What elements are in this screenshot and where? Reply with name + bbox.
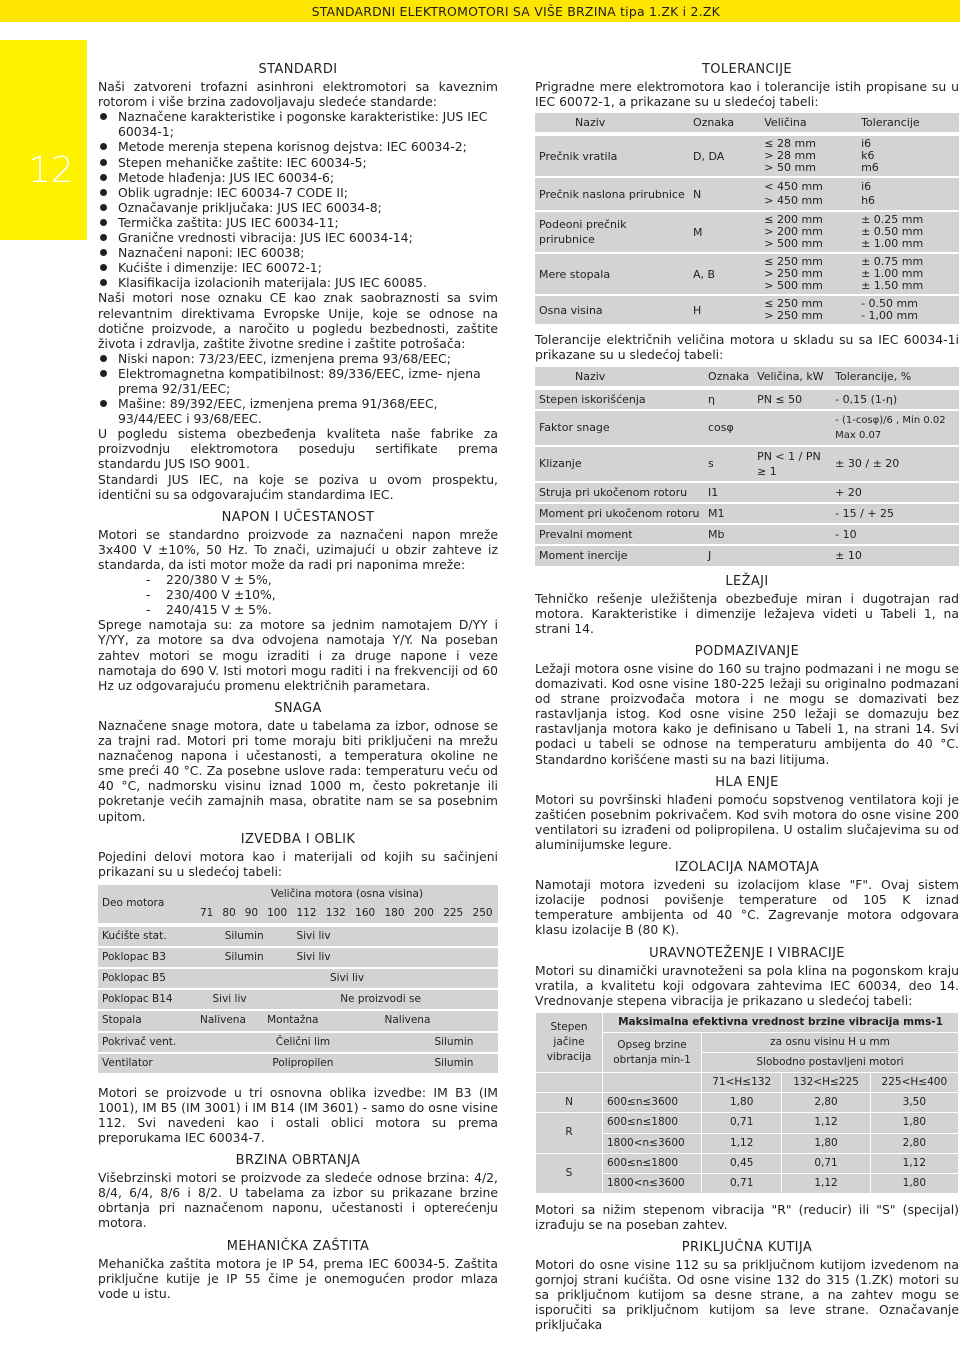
row-symbol: A, B bbox=[689, 253, 760, 295]
col-subheader: Slobodno postavljeni motori bbox=[702, 1053, 959, 1073]
row-name: Moment inercije bbox=[539, 549, 628, 563]
list-item: Kućište i dimenzije: IEC 60072-1; bbox=[98, 260, 498, 275]
row-name: Prevalni moment bbox=[535, 524, 704, 545]
size-value bbox=[753, 482, 831, 503]
size-cell: 80 bbox=[222, 906, 236, 919]
list-item: Granične vrednosti vibracija: JUS IEC 60034-14; bbox=[98, 230, 498, 245]
list-item: Metode merenja stepena korisnog dejstva: IEC 60034-2; bbox=[98, 139, 498, 154]
range: 1800<n≤3600 bbox=[603, 1133, 702, 1153]
lezaji-text: Tehničko rešenje uležištenja obezbeđuje miran i dugotrajan rad motora. Karakteristike i dimenzije ležajeva videti u Tabeli 1, na strani 14. bbox=[535, 590, 959, 636]
row-symbol: η bbox=[704, 390, 753, 410]
list-item: Termička zaštita: JUS IEC 60034-11; bbox=[98, 215, 498, 230]
table-row bbox=[535, 177, 959, 211]
row-symbol: D, DA bbox=[689, 136, 760, 177]
tol-value: h6 bbox=[861, 194, 876, 208]
row-name: Stepen iskorišćenja bbox=[535, 390, 704, 410]
value-cell: 2,80 bbox=[782, 1093, 870, 1113]
col-header: Stepen jačine vibracija bbox=[536, 1012, 603, 1072]
tolerancije-text: Prigradne mere elektromotora kao i tolerancije istih propisane su u IEC 60072-1, a prikazane su u sledećoj tabeli: bbox=[535, 79, 959, 110]
tol-value: + 20 bbox=[831, 482, 959, 503]
part-name: Kućište stat. bbox=[98, 927, 196, 947]
material-cell: Silumin bbox=[410, 1053, 498, 1074]
value-cell: 1,80 bbox=[870, 1173, 958, 1193]
list-item: Naznačene karakteristike i pogonske karakteristike: JUS IEC 60034-1; bbox=[98, 109, 498, 139]
page-header-band bbox=[0, 0, 960, 22]
section-title-napon: NAPON I UČESTANOST bbox=[221, 509, 375, 525]
row-name: Mere stopala bbox=[535, 253, 689, 295]
col-subheader: za osnu visinu H u mm bbox=[702, 1033, 959, 1053]
size-value: > 28 mm bbox=[764, 149, 816, 163]
mehanicka-text: Mehanička zaštita motora je IP 54, prema IEC 60034-5. Zaštita priključne kutije je IP 55 čime je onemogućen prodor mlaza vode u istu. bbox=[98, 1255, 498, 1301]
section-title-hladjenje: HLA ENJE bbox=[715, 774, 779, 790]
value-cell: 1,12 bbox=[702, 1133, 782, 1153]
height-header: 225<H≤400 bbox=[870, 1073, 958, 1093]
value-cell: 0,71 bbox=[782, 1153, 870, 1173]
size-value: ≤ 200 mm bbox=[764, 213, 823, 227]
ce-list bbox=[98, 351, 498, 426]
tolerancije-text-2: Tolerancije električnih veličina motora u skladu su sa IEC 60034-1i prikazane su u sledećoj tabeli: bbox=[535, 332, 959, 363]
voltage-list bbox=[98, 572, 498, 617]
table-row bbox=[535, 390, 959, 410]
tolerance-table-electrical bbox=[535, 367, 959, 566]
material-cell: Sivi liv bbox=[292, 927, 498, 947]
ce-text: Naši motori nose oznaku CE kao znak saobraznosti sa svim relevantnim direktivama Evropske Unije, koje se odnose na dotične proizvode, a naročito u pogledu bezbednosti, zaštite života i zdravlja, zaštite životne sredine i zaštite potrošača: bbox=[98, 290, 498, 351]
table-row bbox=[535, 136, 959, 177]
material-cell: Nalivena bbox=[381, 1010, 499, 1031]
value-cell: 1,12 bbox=[782, 1173, 870, 1193]
material-cell: Sivi liv bbox=[196, 968, 498, 989]
material-cell: Polipropilen bbox=[196, 1053, 410, 1074]
size-value: > 250 mm bbox=[764, 309, 823, 323]
row-symbol: N bbox=[689, 177, 760, 211]
tol-value: ± 0.50 mm bbox=[861, 225, 924, 239]
part-name: Stopala bbox=[98, 1010, 196, 1031]
table-row bbox=[536, 1113, 959, 1133]
grade: S bbox=[536, 1153, 603, 1193]
standardi-list bbox=[98, 109, 498, 290]
tol-value: - 1,00 mm bbox=[861, 309, 918, 323]
tolerance-table-mech bbox=[535, 113, 959, 324]
height-header: 132<H≤225 bbox=[782, 1073, 870, 1093]
size-value: > 200 mm bbox=[764, 225, 823, 239]
value-cell: 1,80 bbox=[870, 1113, 958, 1133]
size-value: ≤ 250 mm bbox=[764, 297, 823, 311]
tol-value: ± 1.00 mm bbox=[861, 237, 924, 251]
table-row bbox=[535, 410, 959, 446]
table-row bbox=[535, 446, 959, 482]
tol-value: ± 0.75 mm bbox=[861, 255, 924, 269]
row-name: Struja pri ukočenom rotoru bbox=[535, 482, 704, 503]
section-title-tolerancije: TOLERANCIJE bbox=[701, 62, 793, 77]
podmazivanje-text: Ležaji motora osne visine do 160 su trajno podmazani i ne mogu se domazivati. Kod osne visine 180-225 ležaji su originalno podmazani od strane proizvođača motora i ne mogu se domazivati bez rastavljanja istog. Kod osne visine 250 ležaji se domazuju bez rastavljanja motora kako je definisano u Tabeli 1, na strani 14. Svi podaci u tabeli se odnose na temperaturu ambijenta do 40 °C. Standardno korišćene masti su na bazi litijuma. bbox=[535, 660, 959, 767]
row-symbol: Mb bbox=[704, 524, 753, 545]
section-title-vibracije: URAVNOTEŽENJE I VIBRACIJE bbox=[649, 945, 845, 961]
tol-value: ± 30 / ± 20 bbox=[831, 446, 959, 482]
section-title-standardi: STANDARDI bbox=[258, 62, 338, 77]
material-cell: Sivi liv bbox=[196, 989, 263, 1010]
size-cell: 90 bbox=[244, 906, 259, 919]
section-title-lezaji: LEŽAJI bbox=[725, 573, 769, 589]
size-cell: 200 bbox=[413, 906, 434, 919]
list-item: Naznačeni naponi: IEC 60038; bbox=[98, 245, 498, 260]
material-cell: Nalivena bbox=[196, 1010, 263, 1031]
table-row bbox=[536, 1093, 959, 1113]
size-value bbox=[753, 503, 831, 524]
col-header: Oznaka bbox=[693, 116, 735, 130]
col-header: Veličina bbox=[764, 116, 807, 130]
value-cell: 0,71 bbox=[702, 1113, 782, 1133]
value-cell: 0,71 bbox=[702, 1173, 782, 1193]
row-symbol: J bbox=[708, 549, 712, 563]
iso-text: U pogledu sistema obezbeđenja kvaliteta naše fabrike za proizvodnju elektromotora poseduju sertifikate prema standardu JUS ISO 9001. bbox=[98, 426, 498, 472]
grade: N bbox=[536, 1093, 603, 1113]
size-value bbox=[753, 410, 831, 446]
snaga-text: Naznačene snage motora, date u tabelama za izbor, odnose se za trajni rad. Motori pri tome moraju biti priključeni na mrežu naznačenog napona i učestanosti, a temperatura okoline ne sme preći 40 °C. Za posebne uslove rada: temperaturu veću od 40 °C, nadmorsku visinu iznad 1000 m, često pokretanje ili pokretanje većih zamajnih masa, obratite nam se sa posebnim upitom. bbox=[98, 717, 498, 824]
list-item: Elektromagnetna kompatibilnost: 89/336/EEC, izme- njena prema 92/31/EEC; bbox=[98, 366, 498, 396]
col-header: Tolerancije bbox=[861, 116, 920, 130]
size-cell: 250 bbox=[472, 906, 493, 919]
part-name: Pokrivač vent. bbox=[98, 1032, 196, 1053]
section-title-podmazivanje: PODMAZIVANJE bbox=[694, 643, 800, 659]
material-cell: Montažna bbox=[263, 1010, 380, 1031]
tol-value: k6 bbox=[861, 149, 875, 163]
row-symbol: M bbox=[689, 211, 760, 253]
size-cell: 225 bbox=[443, 906, 464, 919]
size-value: > 500 mm bbox=[764, 237, 823, 251]
table-row bbox=[98, 927, 498, 947]
table-row bbox=[98, 1010, 498, 1031]
napon-text-2: Sprege namotaja su: za motore sa jednim namotajem D/YY i Y/YY, za motore sa dva odvojena namotaja Y/Y. Na poseban zahtev motori se mogu izraditi i za druge napone i veze namotaja do 690 V. Isti motori mogu raditi i na frekvenciji od 60 Hz uz odgovarajuću promenu električnih parametara. bbox=[98, 617, 498, 693]
material-cell: Silumin bbox=[410, 1032, 498, 1053]
col-header: Opseg brzine obrtanja min-1 bbox=[603, 1033, 702, 1073]
vibration-table bbox=[535, 1012, 959, 1194]
size-value bbox=[753, 524, 831, 545]
list-item: Klasifikacija izolacionih materijala: JUS IEC 60085. bbox=[98, 275, 498, 290]
list-item: Niski napon: 73/23/EEC, izmenjena prema 93/68/EEC; bbox=[98, 351, 498, 366]
table-row bbox=[535, 503, 959, 524]
hladjenje-text: Motori su površinski hlađeni pomoću sopstvenog ventilatora koji je zaštićen posebnim pokrivačem. Kod svih motora do osne visine 200 ventilatori su izrađeni od polipropilena. U ostalim slučajevima su od aluminijumske legure. bbox=[535, 791, 959, 852]
tol-value: - 10 bbox=[831, 524, 959, 545]
tol-value: i6 bbox=[861, 180, 872, 194]
size-cell: 160 bbox=[355, 906, 376, 919]
tol-value: i6 bbox=[861, 137, 872, 151]
table-row bbox=[535, 524, 959, 545]
row-symbol: M1 bbox=[704, 503, 753, 524]
row-symbol: cosφ bbox=[704, 410, 753, 446]
material-cell: Silumin bbox=[196, 927, 292, 947]
size-value: < 450 mm bbox=[764, 180, 823, 194]
vibracije-text: Motori su dinamički uravnoteženi sa pola klina na pogonskom kraju vratila, a kvalitetu koji odgovara zahtevima IEC 60034, deo 14. Vrednovanje stepena vibracija je prikazano u sledećoj tabeli: bbox=[535, 962, 959, 1008]
row-name: Prečnik vratila bbox=[535, 136, 689, 177]
size-cell: 100 bbox=[267, 906, 288, 919]
size-value: > 450 mm bbox=[764, 194, 823, 208]
row-name: Klizanje bbox=[535, 446, 704, 482]
list-item: Označavanje priključaka: JUS IEC 60034-8; bbox=[98, 200, 498, 215]
part-name: Poklopac B3 bbox=[98, 947, 196, 968]
list-item: Mašine: 89/392/EEC, izmenjena prema 91/368/EEC, 93/44/EEC i 93/68/EEC. bbox=[98, 396, 498, 426]
left-column bbox=[98, 62, 498, 1301]
section-title-snaga: SNAGA bbox=[274, 700, 322, 716]
row-symbol: H bbox=[693, 303, 702, 317]
col-header: Veličina, kW bbox=[757, 369, 824, 383]
izvedba-text-2: Motori se proizvode u tri osnovna oblika izvedbe: IM B3 (IM 1001), IM B5 (IM 3001) i IM B14 (IM 3601) - samo do osne visine 112. Svi navedeni kao i ostali oblici motora su prema preporukama IEC 60034-7. bbox=[98, 1084, 498, 1145]
range: 600≤n≤1800 bbox=[603, 1153, 702, 1173]
table-row bbox=[98, 947, 498, 968]
size-header: Veličina motora (osna visina) bbox=[270, 887, 424, 900]
value-cell: 1,12 bbox=[870, 1153, 958, 1173]
list-item: Stepen mehaničke zaštite: IEC 60034-5; bbox=[98, 155, 498, 170]
col-header: Naziv bbox=[575, 116, 606, 130]
list-item: Metode hlađenja: JUS IEC 60034-6; bbox=[98, 170, 498, 185]
col-header: Tolerancije, % bbox=[835, 369, 912, 383]
tol-value: ± 10 bbox=[835, 549, 862, 563]
row-name: Moment pri ukočenom rotoru bbox=[535, 503, 704, 524]
value-cell: 3,50 bbox=[870, 1093, 958, 1113]
table-row bbox=[98, 1053, 498, 1074]
page-header-title: STANDARDNI ELEKTROMOTORI SA VIŠE BRZINA tipa 1.ZK i 2.ZK bbox=[311, 4, 720, 19]
page-number-band bbox=[0, 40, 87, 240]
tol-value: - 15 / + 25 bbox=[831, 503, 959, 524]
table-row bbox=[98, 968, 498, 989]
list-item: - 240/415 V ± 5%. bbox=[98, 602, 498, 617]
row-symbol: I1 bbox=[704, 482, 753, 503]
tol-value: - 0.50 mm bbox=[861, 297, 918, 311]
value-cell: 1,12 bbox=[782, 1113, 870, 1133]
right-column bbox=[535, 62, 959, 1333]
range: 1800<n≤3600 bbox=[603, 1173, 702, 1193]
kutija-text: Motori do osne visine 112 su sa priključnom kutijom izvedenom na gornjoj strani kućišta. Od osne visine 132 do 315 (1.ZK) motori su sa priključnom kutijom sa desne strane, a na zahtev mogu se isporučiti sa priključnom kutijom sa leve strane. Označavanje priključaka bbox=[535, 1257, 959, 1333]
size-value: PN ≤ 50 bbox=[753, 390, 831, 410]
size-value: ≤ 28 mm bbox=[764, 137, 816, 151]
section-title-izolacija: IZOLACIJA NAMOTAJA bbox=[674, 860, 820, 876]
tol-value: m6 bbox=[861, 161, 879, 175]
size-value: > 250 mm bbox=[764, 267, 823, 281]
table-row bbox=[535, 253, 959, 295]
value-cell: 0,45 bbox=[702, 1153, 782, 1173]
parts-table bbox=[98, 885, 498, 1075]
grade: R bbox=[536, 1113, 603, 1153]
col-header: Oznaka bbox=[708, 369, 750, 383]
table-row bbox=[535, 211, 959, 253]
vibracije-text-2: Motori sa nižim stepenom vibracija "R" (reducir) ili "S" (specijal) izrađuju se na poseban zahtev. bbox=[535, 1201, 959, 1232]
row-name: Podeoni prečnik prirubnice bbox=[535, 211, 689, 253]
material-cell: Čelični lim bbox=[196, 1032, 410, 1053]
size-cell: 180 bbox=[384, 906, 405, 919]
standardi-intro: Naši zatvoreni trofazni asinhroni elektromotori sa kaveznim rotorom i više brzina zadovoljavaju sledeće standarde: bbox=[98, 79, 498, 110]
page-number: 12 bbox=[28, 150, 74, 191]
size-value: > 50 mm bbox=[764, 161, 816, 175]
col-header: Naziv bbox=[575, 369, 606, 383]
izolacija-text: Namotaji motora izvedeni su izolacijom klase "F". Ovaj sistem izolacije podnosi povišenje temperature od 105 K iznad temperature ambijenta od 40 °C. Zagrevanje motora odgovara klasu izolacije B (80 K). bbox=[535, 877, 959, 938]
range: 600≤n≤1800 bbox=[603, 1113, 702, 1133]
size-value bbox=[753, 545, 831, 565]
part-name: Poklopac B5 bbox=[98, 968, 196, 989]
size-cell: 71 bbox=[200, 906, 214, 919]
value-cell: 1,80 bbox=[782, 1133, 870, 1153]
brzina-text: Višebrzinski motori se proizvode za sledeće odnose brzina: 4/2, 8/4, 6/4, 8/6 i 8/2. U tabelama za izbor su prikazane brzine obrtanja pri naznačenom naponu, učestanosti i opterećenju motora. bbox=[98, 1170, 498, 1231]
table-row bbox=[535, 482, 959, 503]
size-cell: 112 bbox=[296, 906, 317, 919]
table-row bbox=[535, 545, 959, 565]
vibration-title: Maksimalna efektivna vrednost brzine vibracija mms-1 bbox=[603, 1012, 959, 1032]
value-cell: 2,80 bbox=[870, 1133, 958, 1153]
table-row bbox=[98, 1032, 498, 1053]
size-cell: 132 bbox=[325, 906, 346, 919]
material-cell: Sivi liv bbox=[292, 947, 498, 968]
material-cell: Ne proizvodi se bbox=[263, 989, 498, 1010]
row-name: Faktor snage bbox=[535, 410, 704, 446]
row-symbol: s bbox=[704, 446, 753, 482]
range: 600≤n≤3600 bbox=[603, 1093, 702, 1113]
tol-value: - 0,15 (1-η) bbox=[831, 390, 959, 410]
parts-col-header: Deo motora bbox=[102, 897, 165, 910]
list-item: - 220/380 V ± 5%, bbox=[98, 572, 498, 587]
tol-value: ± 1.50 mm bbox=[861, 279, 924, 293]
tol-value: - (1-cosφ)/6 , Min 0.02 Max 0.07 bbox=[831, 410, 959, 446]
table-row bbox=[536, 1153, 959, 1173]
part-name: Ventilator bbox=[98, 1053, 196, 1074]
height-header: 71<H≤132 bbox=[702, 1073, 782, 1093]
table-row bbox=[535, 295, 959, 324]
section-title-kutija: PRIKLJUČNA KUTIJA bbox=[681, 1239, 813, 1255]
table-row bbox=[98, 989, 498, 1010]
row-name: Prečnik naslona prirubnice bbox=[535, 177, 689, 211]
izvedba-text: Pojedini delovi motora kao i materijali od kojih su sačinjeni prikazani su u sledećoj tabeli: bbox=[98, 848, 498, 879]
size-value: > 500 mm bbox=[764, 279, 823, 293]
row-name: Osna visina bbox=[539, 303, 603, 317]
material-cell: Silumin bbox=[196, 947, 292, 968]
section-title-mehanicka: MEHANIČKA ZAŠTITA bbox=[226, 1238, 370, 1254]
napon-text-1: Motori se standardno proizvode za naznačeni napon mreže 3x400 V ±10%, 50 Hz. To znači, uzimajući u obzir zahteve iz standarda, da isti motor može da radi pri naponima mreže: bbox=[98, 526, 498, 572]
tol-value: ± 0.25 mm bbox=[861, 213, 924, 227]
part-name: Poklopac B14 bbox=[98, 989, 196, 1010]
tol-value: ± 1.00 mm bbox=[861, 267, 924, 281]
list-item: Oblik ugradnje: IEC 60034-7 CODE II; bbox=[98, 185, 498, 200]
jus-text: Standardi JUS IEC, na koje se poziva u ovom prospektu, identični su sa odgovarajućim standardima IEC. bbox=[98, 471, 498, 502]
section-title-brzina: BRZINA OBRTANJA bbox=[235, 1153, 361, 1169]
size-value: PN < 1 / PN ≥ 1 bbox=[753, 446, 831, 482]
section-title-izvedba: IZVEDBA I OBLIK bbox=[240, 831, 356, 847]
value-cell: 1,80 bbox=[702, 1093, 782, 1113]
list-item: - 230/400 V ±10%, bbox=[98, 587, 498, 602]
size-value: ≤ 250 mm bbox=[764, 255, 823, 269]
